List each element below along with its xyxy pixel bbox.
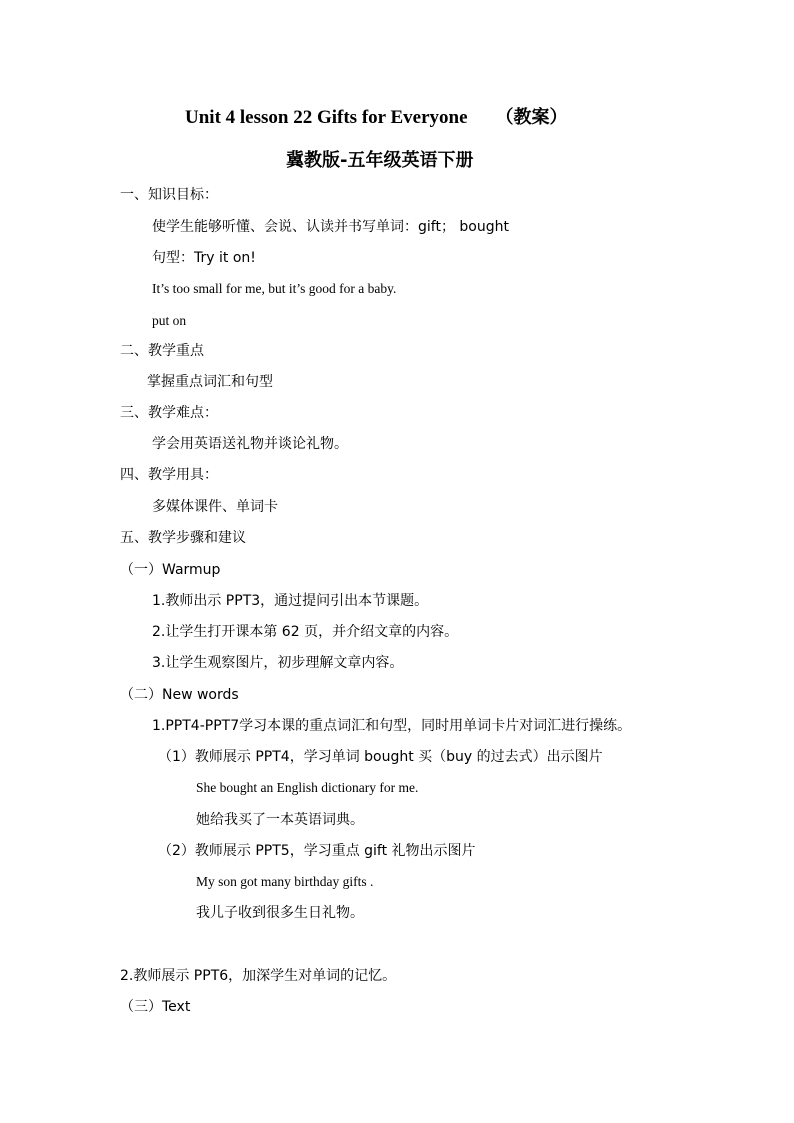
new-words-subitem-1: （1）教师展示 PPT4，学习单词 bought 买（buy 的过去式）出示图片 bbox=[158, 749, 603, 765]
section-heading-materials: 四、教学用具： bbox=[120, 467, 218, 483]
new-words-item-2: 2.教师展示 PPT6，加深学生对单词的记忆。 bbox=[120, 968, 397, 984]
knowledge-phrase: put on bbox=[152, 313, 187, 328]
difficulties-content: 学会用英语送礼物并谈论礼物。 bbox=[152, 436, 348, 452]
example-sentence-gift: My son got many birthday gifts . bbox=[196, 874, 374, 889]
section-heading-steps: 五、教学步骤和建议 bbox=[120, 530, 246, 546]
document-subtitle: 冀教版-五年级英语下册 bbox=[286, 150, 474, 171]
example-translation-bought: 她给我买了一本英语词典。 bbox=[196, 812, 364, 828]
title-suffix: （教案） bbox=[495, 107, 568, 128]
section-heading-difficulties: 三、教学难点： bbox=[120, 405, 218, 421]
step-text-heading: （三）Text bbox=[120, 999, 191, 1015]
section-heading-key-points: 二、教学重点 bbox=[120, 343, 204, 359]
key-points-content: 掌握重点词汇和句型 bbox=[147, 374, 273, 390]
step-new-words-heading: （二）New words bbox=[120, 687, 239, 703]
document-title bbox=[185, 106, 568, 130]
warmup-item-3: 3.让学生观察图片，初步理解文章内容。 bbox=[152, 655, 404, 671]
title-text: Unit 4 lesson 22 Gifts for Everyone bbox=[185, 107, 468, 128]
warmup-item-2: 2.让学生打开课本第 62 页，并介绍文章的内容。 bbox=[152, 624, 459, 640]
example-translation-gift: 我儿子收到很多生日礼物。 bbox=[196, 905, 364, 921]
knowledge-vocabulary: 使学生能够听懂、会说、认读并书写单词：gift； bought bbox=[152, 219, 509, 235]
knowledge-sentence-example: It’s too small for me, but it’s good for a baby. bbox=[152, 281, 397, 296]
new-words-item-1: 1.PPT4-PPT7学习本课的重点词汇和句型，同时用单词卡片对词汇进行操练。 bbox=[152, 718, 632, 734]
new-words-subitem-2: （2）教师展示 PPT5，学习重点 gift 礼物出示图片 bbox=[158, 843, 476, 859]
warmup-item-1: 1.教师出示 PPT3，通过提问引出本节课题。 bbox=[152, 593, 429, 609]
section-heading-knowledge: 一、知识目标： bbox=[120, 187, 218, 203]
step-warmup-heading: （一）Warmup bbox=[120, 562, 221, 578]
knowledge-sentence-pattern: 句型：Try it on! bbox=[152, 250, 256, 266]
example-sentence-bought: She bought an English dictionary for me. bbox=[196, 780, 419, 795]
materials-content: 多媒体课件、单词卡 bbox=[152, 499, 278, 515]
